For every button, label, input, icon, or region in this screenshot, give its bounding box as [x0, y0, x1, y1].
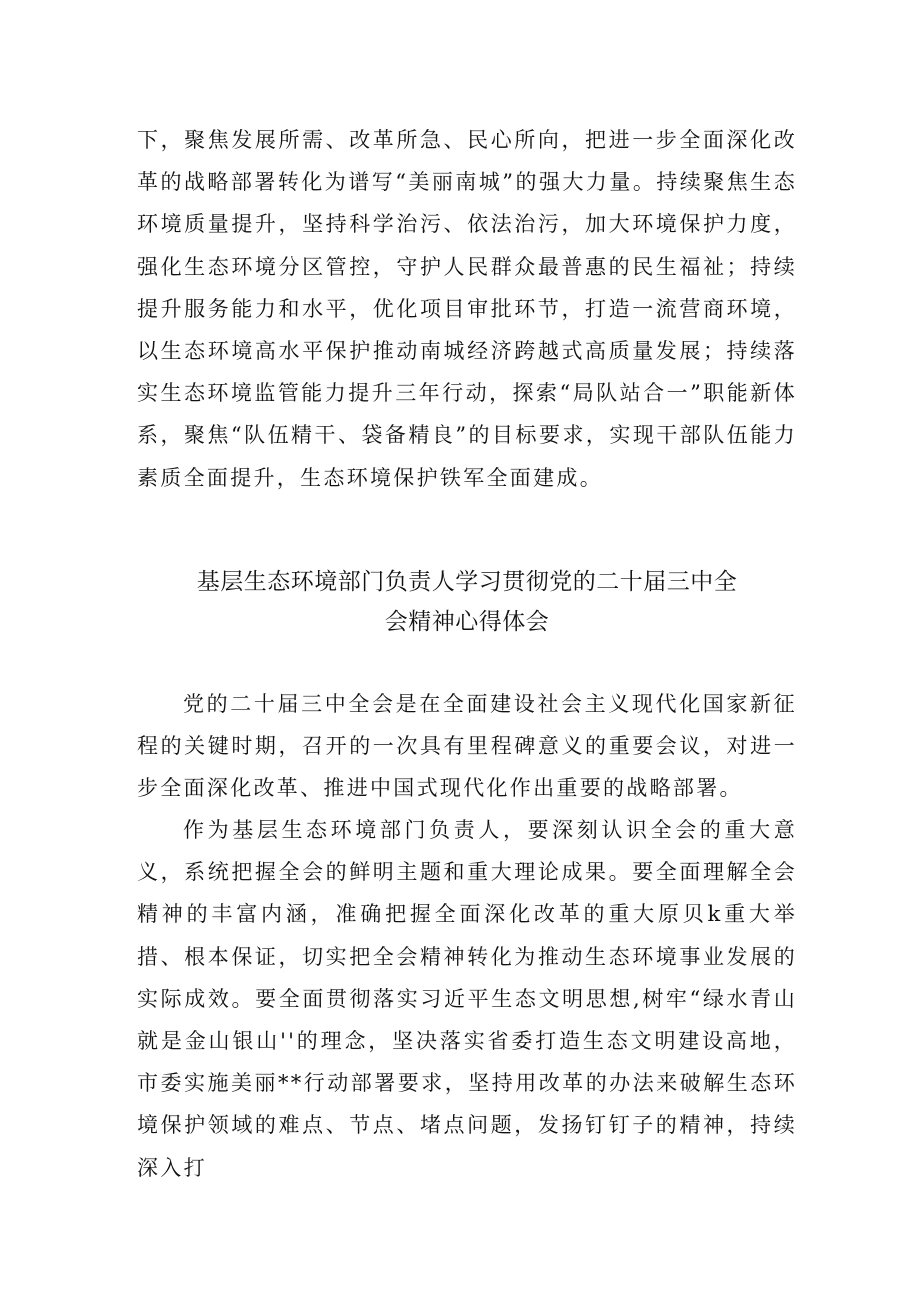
body-paragraph-2: 作为基层生态环境部门负责人，要深刻认识全会的重大意义，系统把握全会的鲜明主题和重大理论成果。要全面理解全会精神的丰富内涵，准确把握全面深化改革的重大原贝k重大举措、根本保证，切实把全会精神转化为推动生态环境事业发展的实际成效。要全面贯彻落实习近平生态文明思想,树牢“绿水青山就是金山银山''的理念，坚决落实省委打造生态文明建设高地，市委实施美丽**行动部署要求，坚持用改革的办法来破解生态环境保护领域的难点、节点、堵点问题，发扬钉钉子的精神，持续深入打 [137, 818, 797, 1180]
heading-line-1: 基层生态环境部门负责人学习贯彻党的二十届三中全 [196, 569, 738, 595]
heading-line-2: 会精神心得体会 [384, 609, 550, 635]
article-heading [137, 562, 797, 642]
body-paragraph-1: 党的二十届三中全会是在全面建设社会主义现代化国家新征程的关键时期，召开的一次具有里程碑意义的重要会议，对进一步全面深化改革、推进中国式现代化作出重要的战略部署。 [137, 692, 797, 801]
continuation-paragraph: 下，聚焦发展所需、改革所急、民心所向，把进一步全面深化改革的战略部署转化为谱写“美丽南城”的强大力量。持续聚焦生态环境质量提升，坚持科学治污、依法治污，加大环境保护力度，强化生态环境分区管控，守护人民群众最普惠的民生福祉；持续提升服务能力和水平，优化项目审批环节，打造一流营商环境，以生态环境高水平保护推动南城经济跨越式高质量发展；持续落实生态环境监管能力提升三年行动，探索“局队站合一”职能新体系，聚焦“队伍精干、袋备精良”的目标要求，实现干部队伍能力素质全面提升，生态环境保护铁军全面建成。 [137, 128, 797, 490]
